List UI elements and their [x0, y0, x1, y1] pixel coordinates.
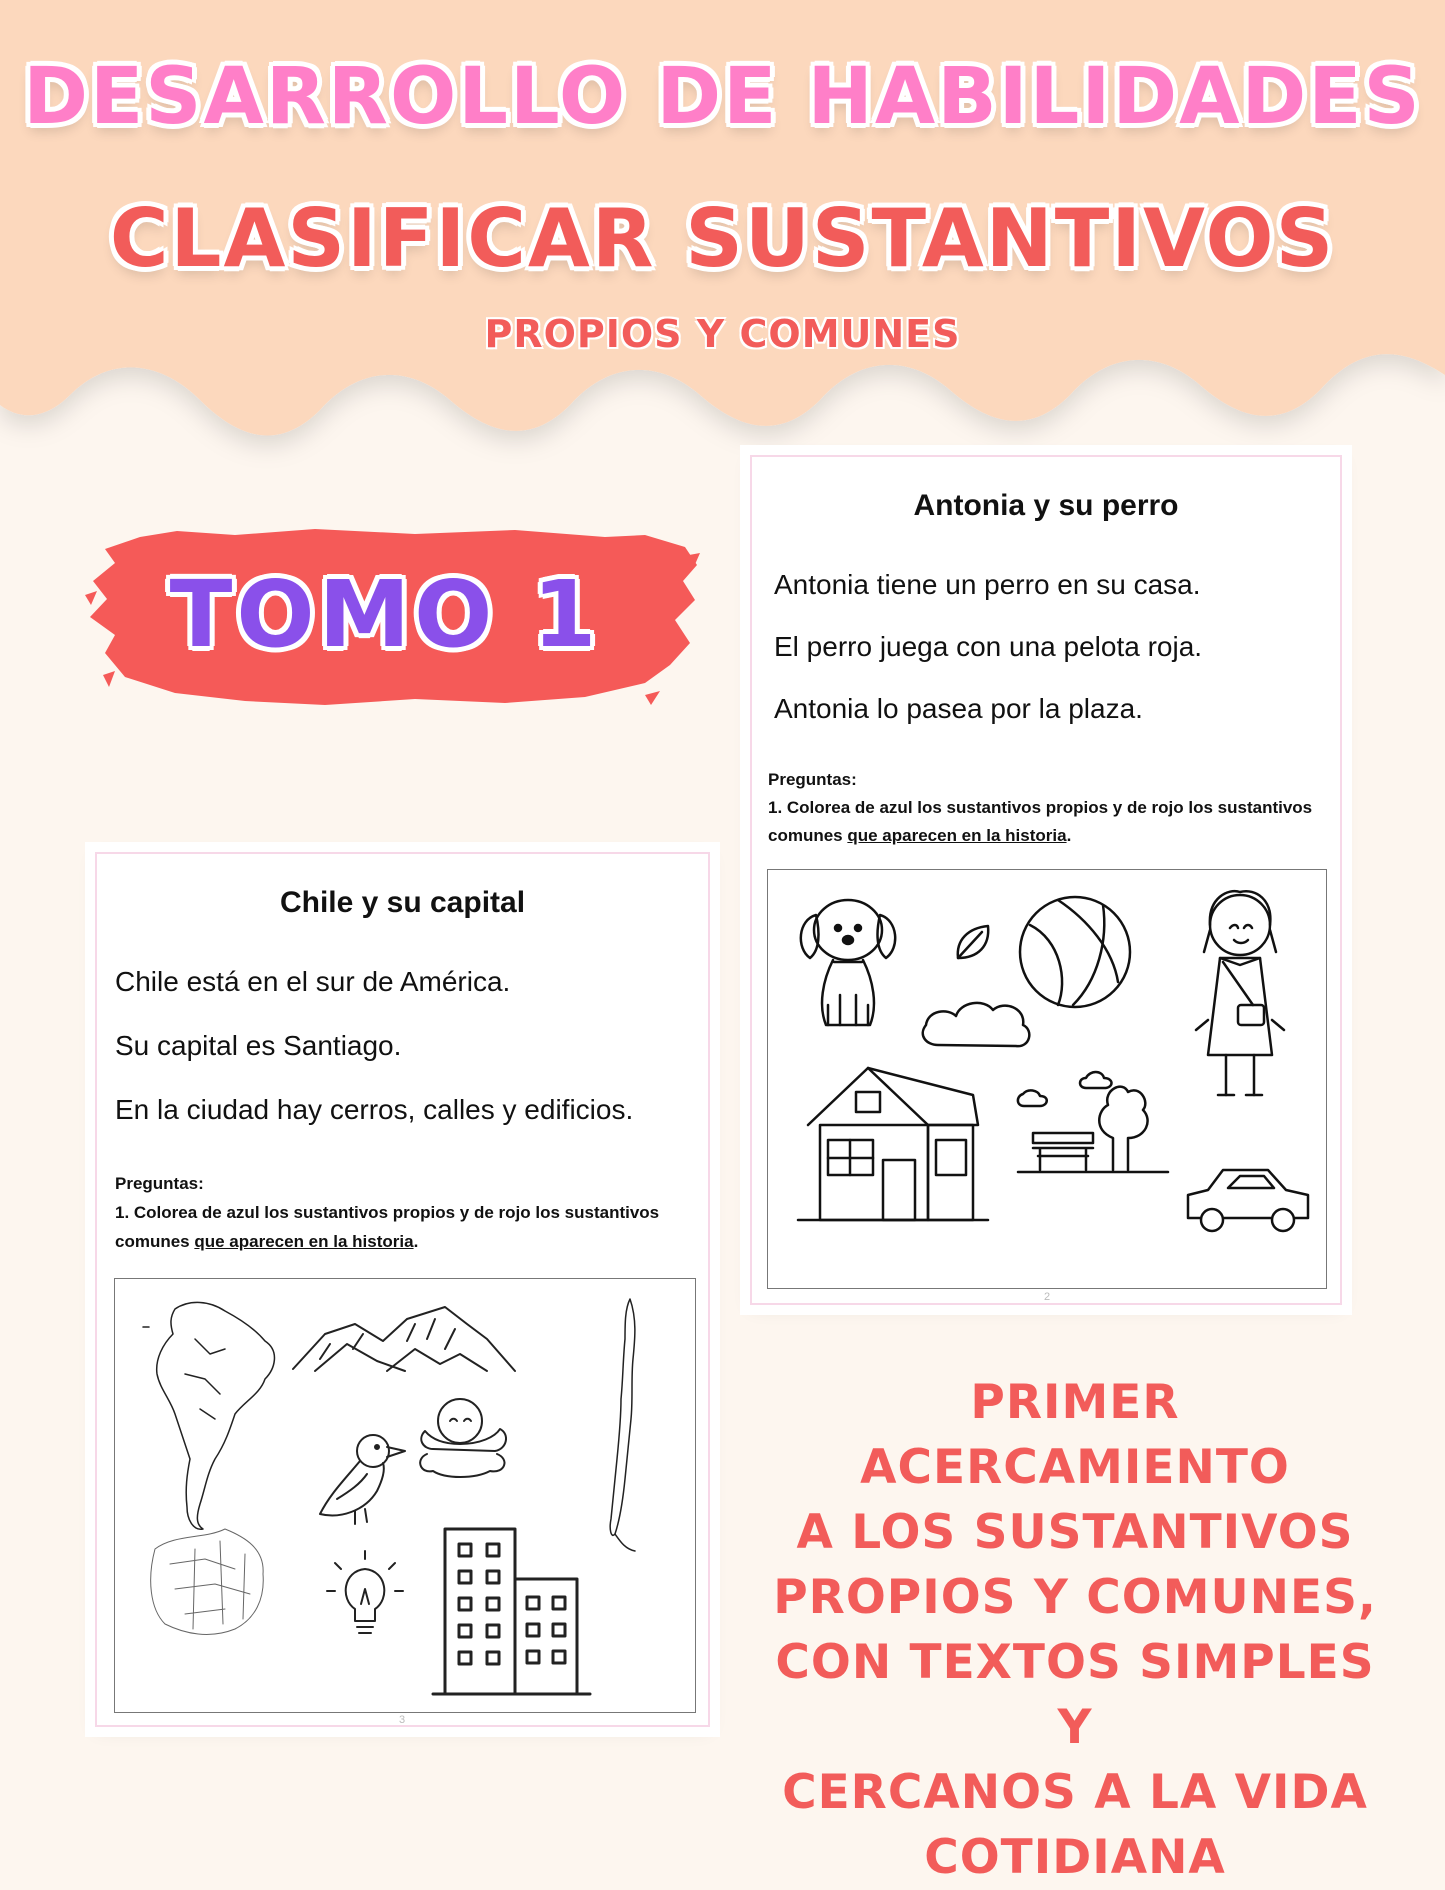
mountains-icon: [293, 1307, 515, 1371]
worksheet-title: Chile y su capital: [279, 886, 526, 919]
lightbulb-icon: [327, 1551, 403, 1633]
house-icon: [798, 1068, 988, 1220]
question-text: comunes: [768, 826, 848, 845]
cloud-icon: [923, 1003, 1030, 1046]
city-map-icon: [151, 1529, 264, 1634]
header-subtitle: PROPIOS Y COMUNES: [484, 312, 961, 356]
page-number: 3: [399, 1714, 406, 1726]
story-line: El perro juega con una pelota roja.: [774, 631, 1203, 662]
tomo-label: TOMO 1: [169, 561, 601, 668]
question-1-line2: [768, 821, 1071, 850]
dog-icon: [801, 900, 895, 1025]
questions-label: Preguntas:: [115, 1174, 204, 1193]
illustration-box: [767, 869, 1327, 1289]
blurb-line: CON TEXTOS SIMPLES Y: [775, 1635, 1375, 1755]
question-1-line1: 1. Colorea de azul los sustantivos propios y de rojo los sustantivos: [768, 798, 1313, 817]
south-america-map-icon: [143, 1302, 274, 1529]
question-text: comunes: [115, 1232, 195, 1251]
baby-icon: [420, 1399, 506, 1477]
description-blurb: [760, 1370, 1390, 1890]
blurb-line: A LOS SUSTANTIVOS: [796, 1505, 1354, 1560]
question-end: .: [1066, 826, 1072, 845]
buildings-icon: [433, 1529, 590, 1694]
leaf-icon: [958, 926, 988, 958]
story-line: Chile está en el sur de América.: [115, 966, 511, 997]
question-end: .: [413, 1232, 419, 1251]
question-underlined-text: que aparecen en la historia: [194, 1232, 414, 1251]
worksheet-title: Antonia y su perro: [913, 489, 1179, 522]
story-line: Su capital es Santiago.: [115, 1030, 402, 1061]
ball-icon: [1020, 897, 1130, 1007]
header-title-line2: CLASIFICAR SUSTANTIVOS: [109, 192, 1336, 285]
park-icon: [1018, 1072, 1168, 1172]
story-line: Antonia tiene un perro en su casa.: [774, 569, 1201, 600]
header-banner: [0, 0, 1445, 470]
girl-icon: [1196, 891, 1284, 1095]
story-line: Antonia lo pasea por la plaza.: [774, 693, 1143, 724]
page-number: 2: [1044, 1291, 1051, 1303]
bird-icon: [320, 1435, 405, 1524]
header-title-line1: DESARROLLO DE HABILIDADES: [23, 52, 1422, 142]
story-line: En la ciudad hay cerros, calles y edificios.: [115, 1094, 634, 1125]
blurb-line: PROPIOS Y COMUNES,: [773, 1570, 1377, 1625]
tomo-badge: [85, 525, 700, 710]
worksheet-page-antonia: [750, 455, 1342, 1305]
blurb-line: COTIDIANA: [924, 1830, 1226, 1885]
worksheet-page-chile: [95, 852, 710, 1727]
car-icon: [1188, 1170, 1308, 1231]
questions-label: Preguntas:: [768, 770, 857, 789]
question-1-line2: [115, 1227, 418, 1256]
question-1-line1: 1. Colorea de azul los sustantivos propios y de rojo los sustantivos: [115, 1203, 660, 1222]
blurb-line: CERCANOS A LA VIDA: [782, 1765, 1368, 1820]
blurb-line: PRIMER ACERCAMIENTO: [860, 1375, 1290, 1495]
question-underlined-text: que aparecen en la historia: [847, 826, 1067, 845]
illustration-box: [114, 1278, 696, 1713]
chile-map-icon: [610, 1299, 635, 1551]
